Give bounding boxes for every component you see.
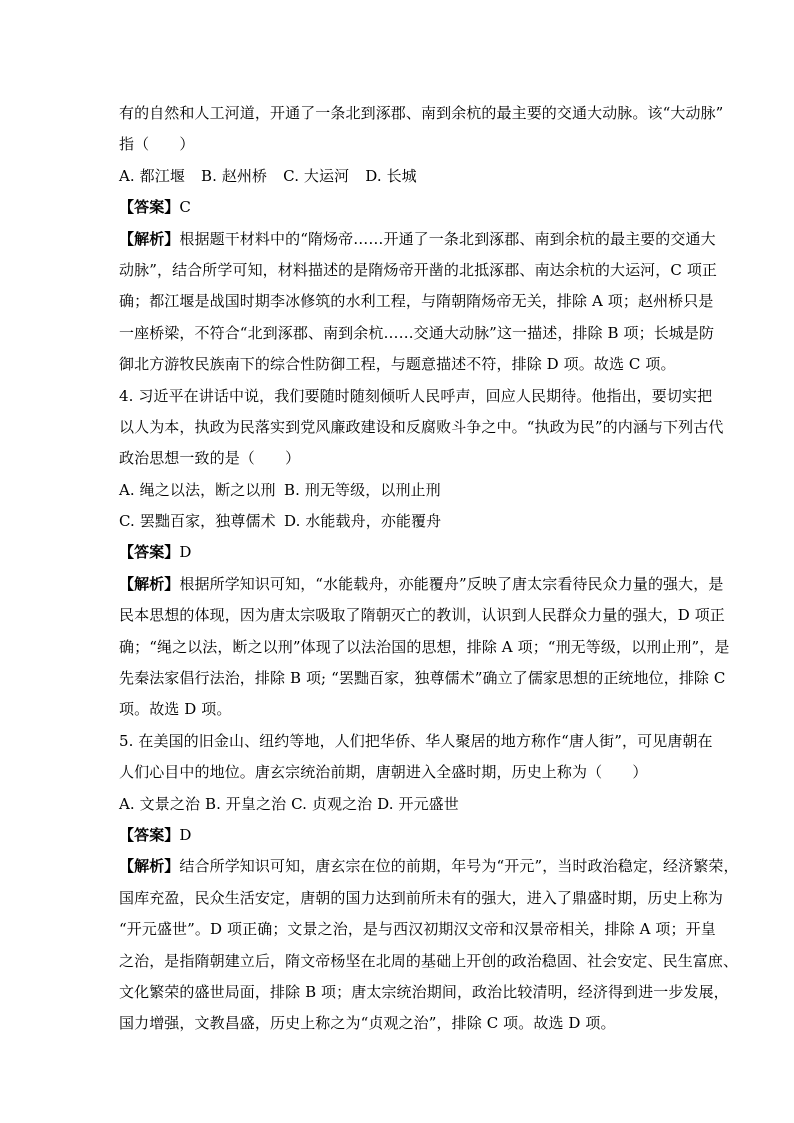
- option-b: B. 刑无等级，以刑止刑: [284, 480, 441, 499]
- answer-value: C: [179, 198, 191, 217]
- question-4-analysis-line: 项。故选 D 项。: [119, 700, 232, 719]
- analysis-text: 结合所学知识可知，唐玄宗在位的前期，年号为“开元”，当时政治稳定，经济繁荣，: [179, 857, 739, 876]
- option-a: A. 文景之治: [119, 794, 201, 813]
- answer-tag: 【答案】: [119, 198, 180, 217]
- analysis-text: 根据题干材料中的“隋炀帝……开通了一条北到涿郡、南到余杭的最主要的交通大: [179, 229, 716, 248]
- question-5-analysis-line: 之治，是指隋朝建立后，隋文帝杨坚在北周的基础上开创的政治稳固、社会安定、民生富庶、: [119, 951, 739, 970]
- question-4-analysis-line: [119, 569, 724, 600]
- question-4-stem-line: 以人为本，执政为民落实到党风廉政建设和反腐败斗争之中。“执政为民”的内涵与下列古代: [119, 417, 724, 436]
- question-3-analysis-line: 确；都江堰是战国时期李冰修筑的水利工程，与隋朝隋炀帝无关，排除 A 项；赵州桥只是: [119, 292, 714, 311]
- question-3-options: [119, 161, 679, 192]
- option-b: B. 开皇之治: [204, 794, 287, 813]
- option-d: D. 开元盛世: [377, 794, 459, 813]
- analysis-text: 根据所学知识可知，“水能载舟，亦能覆舟”反映了唐太宗看待民众力量的强大，是: [179, 574, 724, 593]
- question-4-options-row: [119, 506, 679, 537]
- option-a: A. 都江堰: [119, 166, 185, 185]
- answer-tag: 【答案】: [119, 825, 180, 844]
- answer-tag: 【答案】: [119, 543, 180, 562]
- question-5-answer: [119, 820, 679, 851]
- question-3-stem-line: 指（ ）: [119, 135, 195, 154]
- analysis-tag: 【解析】: [119, 574, 180, 593]
- analysis-tag: 【解析】: [119, 857, 180, 876]
- question-5-options: [119, 789, 679, 820]
- question-3-analysis-line: [119, 224, 716, 255]
- question-5-analysis-line: 文化繁荣的盛世局面，排除 B 项；唐太宗统治期间，政治比较清明，经济得到进一步发展，: [119, 982, 729, 1001]
- question-5-analysis-line: 国库充盈，民众生活安定，唐朝的国力达到前所未有的强大，进入了鼎盛时期，历史上称为: [119, 888, 724, 907]
- question-5-analysis-line: 国力增强，文教昌盛，历史上称之为“贞观之治”，排除 C 项。故选 D 项。: [119, 1014, 616, 1033]
- question-5-stem-line: 5. 在美国的旧金山、纽约等地，人们把华侨、华人聚居的地方称作“唐人街”，可见唐朝在: [119, 731, 713, 750]
- option-b: B. 赵州桥: [200, 166, 268, 185]
- document-content: [119, 98, 739, 1040]
- question-3-analysis-line: 御北方游牧民族南下的综合性防御工程，与题意描述不符，排除 D 项。故选 C 项。: [119, 355, 676, 374]
- question-4-stem-line: 4. 习近平在讲话中说，我们要随时随刻倾听人民呼声，回应人民期待。他指出，要切实把: [119, 386, 713, 405]
- question-4-stem-line: 政治思想一致的是（ ）: [119, 449, 301, 468]
- option-d: D. 水能载舟，亦能覆舟: [284, 512, 442, 531]
- question-3-analysis-line: 一座桥梁，不符合“北到涿郡、南到余杭……交通大动脉”这一描述，排除 B 项；长城是防: [119, 323, 715, 342]
- question-3-answer: [119, 192, 679, 223]
- question-5-analysis-line: [119, 851, 739, 882]
- question-4-options-row: [119, 475, 679, 506]
- option-c: C. 大运河: [283, 166, 350, 185]
- answer-value: D: [179, 543, 192, 562]
- question-3-analysis-line: 动脉”，结合所学可知，材料描述的是隋炀帝开凿的北抵涿郡、南达余杭的大运河，C 项正: [119, 260, 718, 279]
- analysis-tag: 【解析】: [119, 229, 180, 248]
- question-4-analysis-line: 民本思想的体现，因为唐太宗吸取了隋朝灭亡的教训，认识到人民群众力量的强大，D 项正: [119, 606, 725, 625]
- answer-value: D: [179, 825, 192, 844]
- option-c: C. 罢黜百家，独尊儒术: [119, 512, 276, 531]
- question-3-stem-line: 有的自然和人工河道，开通了一条北到涿郡、南到余杭的最主要的交通大动脉。该“大动脉”: [119, 104, 724, 122]
- question-4-analysis-line: 先秦法家倡行法治，排除 B 项; “罢黜百家，独尊儒术”确立了儒家思想的正统地位，排除 C: [119, 669, 726, 688]
- option-d: D. 长城: [365, 166, 417, 185]
- option-c: C. 贞观之治: [291, 794, 373, 813]
- question-5-analysis-line: “开元盛世”。D 项正确；文景之治，是与西汉初期汉文帝和汉景帝相关，排除 A 项；开皇: [119, 920, 716, 939]
- question-4-analysis-line: 确；“绳之以法，断之以刑”体现了以法治国的思想，排除 A 项；“刑无等级，以刑止刑”，是: [119, 637, 730, 656]
- option-a: A. 绳之以法，断之以刑: [119, 480, 276, 499]
- question-4-answer: [119, 537, 679, 568]
- question-5-stem-line: 人们心目中的地位。唐玄宗统治前期，唐朝进入全盛时期，历史上称为（ ）: [119, 763, 648, 782]
